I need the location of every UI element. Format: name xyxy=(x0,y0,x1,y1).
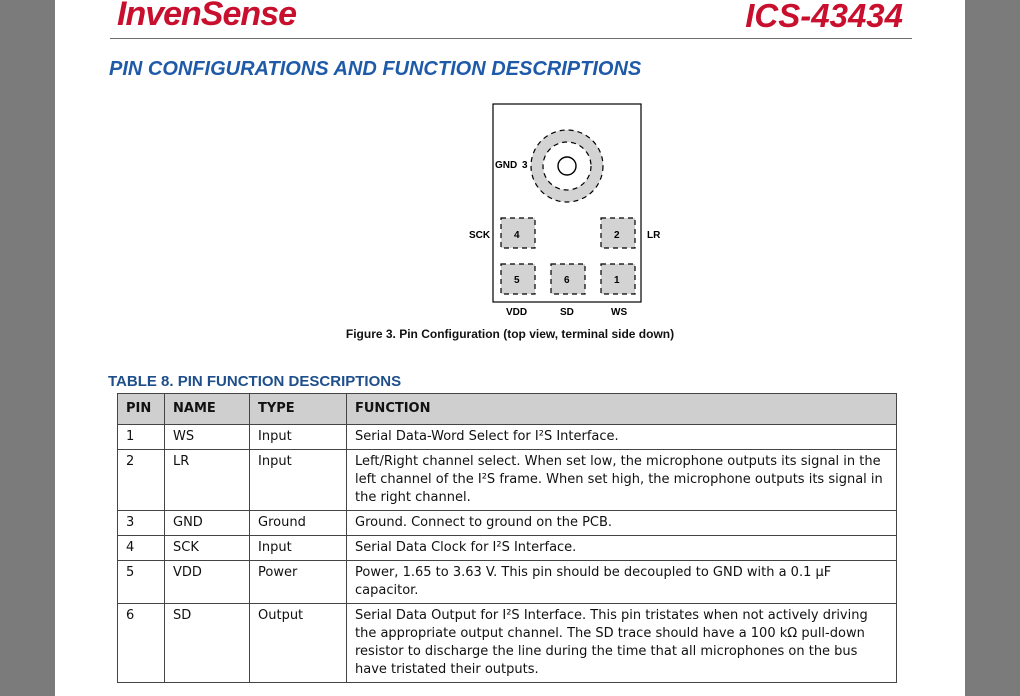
cell-function: Left/Right channel select. When set low, the microphone outputs its signal in the left channel of the I²S frame. When set high, the microphone outputs its signal in the right channel. xyxy=(347,450,897,511)
cell-type: Input xyxy=(250,450,347,511)
header-divider xyxy=(110,38,912,39)
ws-label: WS xyxy=(611,307,628,318)
table-row xyxy=(118,511,897,536)
brand-logo: InvenSense xyxy=(117,0,296,33)
pad-5-number: 5 xyxy=(514,275,520,286)
cell-function: Serial Data Output for I²S Interface. This pin tristates when not actively driving the appropriate output channel. The SD trace should have a 100 kΩ pull-down resistor to discharge the line during the time that all microphones on the bus have tristated their outputs. xyxy=(347,604,897,683)
cell-pin: 3 xyxy=(118,511,165,536)
figure-caption: Figure 3. Pin Configuration (top view, terminal side down) xyxy=(345,327,675,341)
vdd-label: VDD xyxy=(506,307,528,318)
cell-name: GND xyxy=(165,511,250,536)
table-header-row xyxy=(118,394,897,425)
cell-pin: 6 xyxy=(118,604,165,683)
cell-pin: 1 xyxy=(118,425,165,450)
document-page xyxy=(55,0,965,696)
cell-function: Ground. Connect to ground on the PCB. xyxy=(347,511,897,536)
sd-label: SD xyxy=(560,307,574,318)
cell-type: Input xyxy=(250,425,347,450)
pad-4-number: 4 xyxy=(514,230,520,241)
pin-function-table xyxy=(117,393,897,683)
table-row xyxy=(118,561,897,604)
header-name: NAME xyxy=(165,394,250,425)
gnd-label: GND xyxy=(495,160,518,171)
section-title: PIN CONFIGURATIONS AND FUNCTION DESCRIPTIONS xyxy=(109,58,642,80)
cell-function: Power, 1.65 to 3.63 V. This pin should be decoupled to GND with a 0.1 µF capacitor. xyxy=(347,561,897,604)
table-row xyxy=(118,425,897,450)
table-title: TABLE 8. PIN FUNCTION DESCRIPTIONS xyxy=(108,373,402,390)
table-row xyxy=(118,450,897,511)
cell-pin: 2 xyxy=(118,450,165,511)
cell-type: Input xyxy=(250,536,347,561)
cell-name: SD xyxy=(165,604,250,683)
part-number: ICS-43434 xyxy=(745,0,903,34)
header-function: FUNCTION xyxy=(347,394,897,425)
cell-pin: 5 xyxy=(118,561,165,604)
cell-name: LR xyxy=(165,450,250,511)
cell-type: Power xyxy=(250,561,347,604)
header-type: TYPE xyxy=(250,394,347,425)
sck-label: SCK xyxy=(469,230,491,241)
table-row xyxy=(118,536,897,561)
pad-2-number: 2 xyxy=(614,230,620,241)
gnd-pin-number: 3 xyxy=(522,160,528,171)
pin-configuration-diagram xyxy=(395,100,695,320)
cell-function: Serial Data-Word Select for I²S Interface. xyxy=(347,425,897,450)
header-pin: PIN xyxy=(118,394,165,425)
cell-type: Ground xyxy=(250,511,347,536)
cell-name: VDD xyxy=(165,561,250,604)
cell-pin: 4 xyxy=(118,536,165,561)
lr-label: LR xyxy=(647,230,661,241)
cell-type: Output xyxy=(250,604,347,683)
table-row xyxy=(118,604,897,683)
cell-name: WS xyxy=(165,425,250,450)
pad-6-number: 6 xyxy=(564,275,570,286)
pad-1-number: 1 xyxy=(614,275,620,286)
cell-name: SCK xyxy=(165,536,250,561)
cell-function: Serial Data Clock for I²S Interface. xyxy=(347,536,897,561)
sound-port-hole xyxy=(558,157,576,175)
